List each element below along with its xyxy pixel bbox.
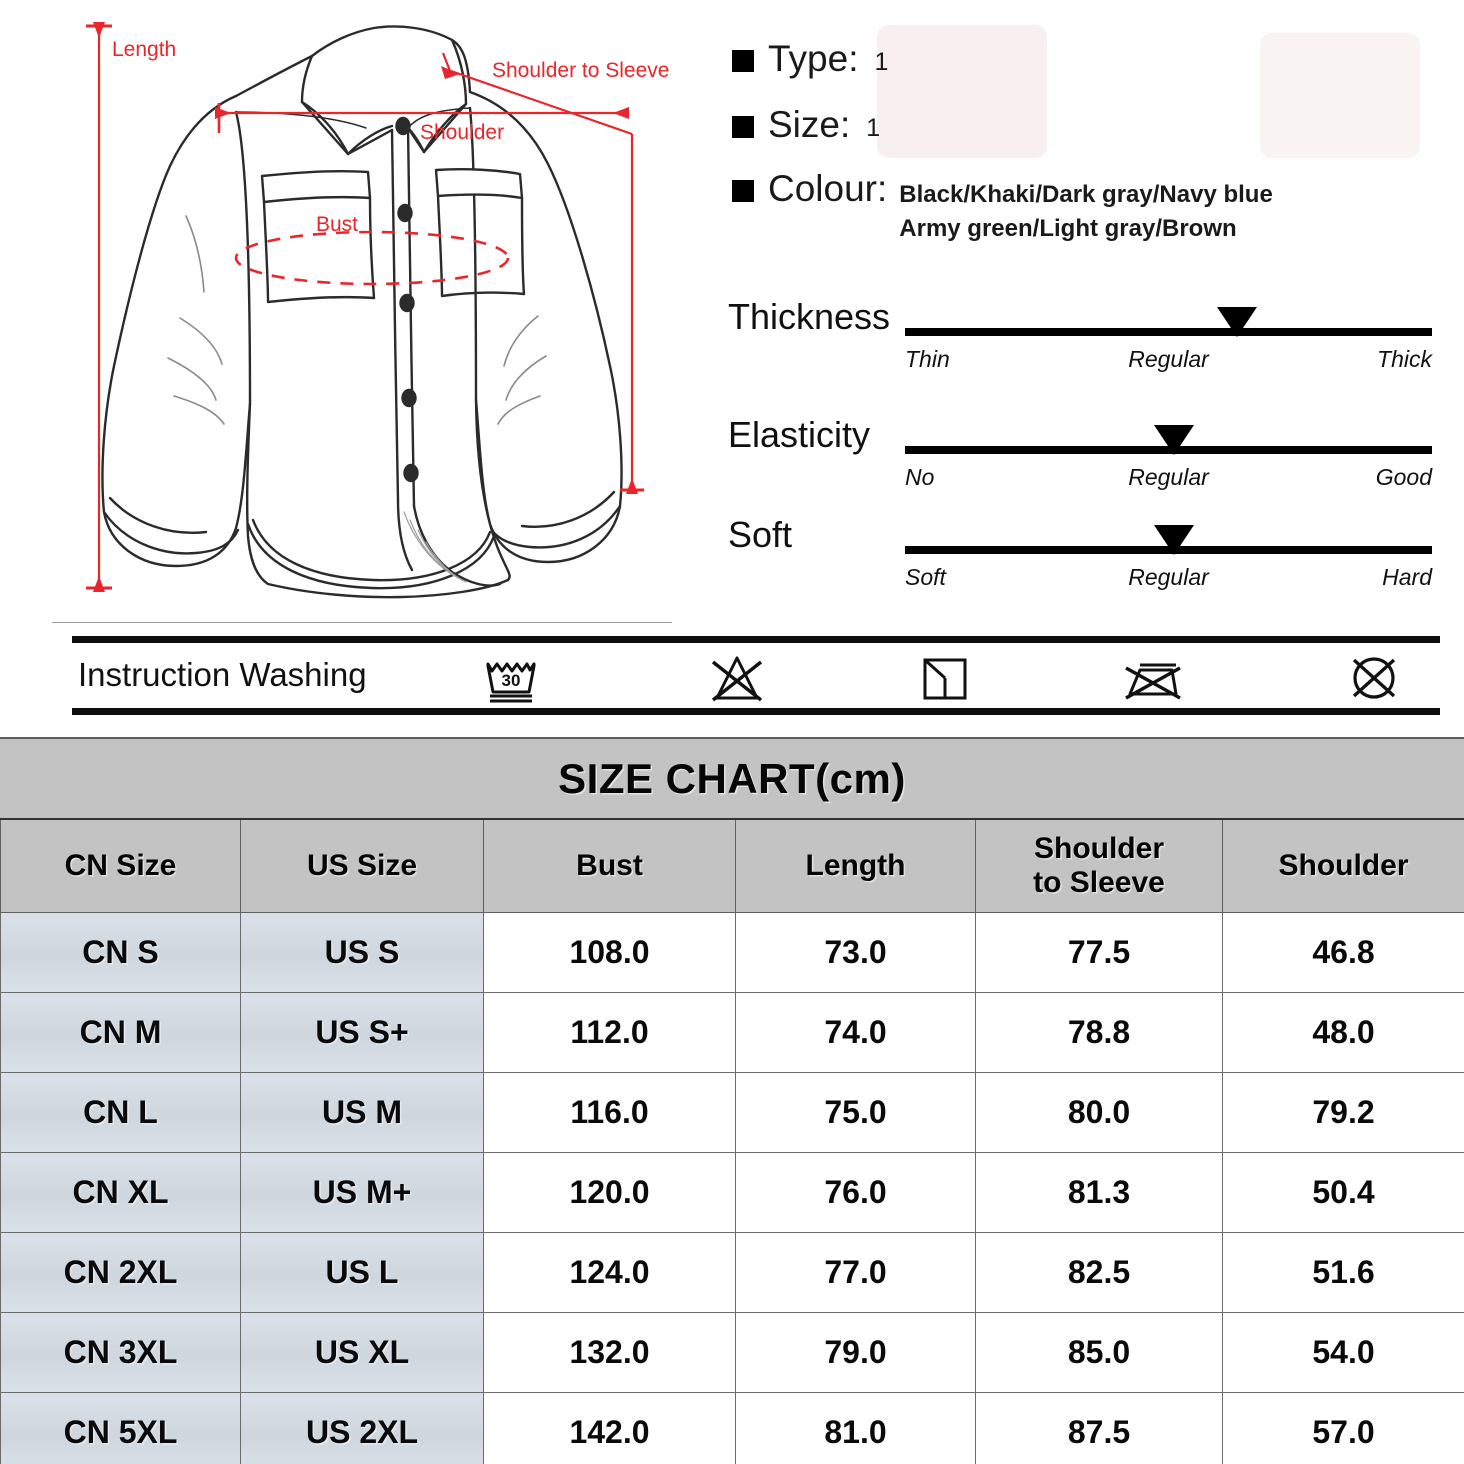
slider-thickness-max: Thick	[1377, 346, 1432, 372]
annotation-length: Length	[112, 38, 177, 61]
size-chart-title: SIZE CHART(cm)	[558, 754, 906, 802]
cell-shoulder-to-sleeve: 87.5	[976, 1392, 1223, 1464]
slider-soft-track[interactable]	[905, 522, 1432, 590]
cell-shoulder: 57.0	[1223, 1392, 1464, 1464]
cell-cn-size: CN L	[1, 1072, 241, 1152]
cell-shoulder-to-sleeve: 80.0	[976, 1072, 1223, 1152]
cell-shoulder: 51.6	[1223, 1232, 1464, 1312]
cell-shoulder-to-sleeve: 82.5	[976, 1232, 1223, 1312]
cell-length: 79.0	[736, 1312, 976, 1392]
header-line-1: Bust	[576, 848, 643, 882]
cell-length: 73.0	[736, 912, 976, 992]
cell-us-size: US XL	[241, 1312, 484, 1392]
spec-colour-label: Colour:	[768, 168, 888, 209]
header-line-1: CN Size	[64, 848, 177, 882]
cell-length: 76.0	[736, 1152, 976, 1232]
cell-bust: 108.0	[484, 912, 736, 992]
bullet-square-icon	[732, 116, 754, 138]
table-body	[1, 912, 1464, 1464]
header-line-1: Shoulder	[1278, 848, 1409, 882]
slider-soft-label: Soft	[728, 514, 793, 555]
cell-bust: 124.0	[484, 1232, 736, 1312]
cell-us-size: US M	[241, 1072, 484, 1152]
spec-value-highlight-box	[874, 25, 1047, 158]
cell-shoulder: 48.0	[1223, 992, 1464, 1072]
slider-elasticity-marker[interactable]	[1154, 425, 1194, 455]
spec-colour-values	[887, 168, 1273, 245]
cell-us-size: US L	[241, 1232, 484, 1312]
slider-soft-max: Hard	[1382, 564, 1432, 590]
header-line-2: to Sleeve	[1033, 865, 1165, 899]
slider-soft-mid: Regular	[1128, 564, 1209, 590]
shirt-illustration	[0, 0, 720, 620]
cell-length: 75.0	[736, 1072, 976, 1152]
cell-cn-size: CN 2XL	[1, 1232, 241, 1312]
column-header-bust	[484, 820, 736, 912]
spec-size-value: 1	[866, 114, 881, 142]
size-chart-section	[0, 737, 1464, 1464]
cell-shoulder-to-sleeve: 78.8	[976, 992, 1223, 1072]
svg-text:30: 30	[501, 671, 521, 690]
column-header-cn-size	[1, 820, 241, 912]
column-header-us-size	[241, 820, 484, 912]
header-line-1: Length	[805, 848, 906, 882]
annotation-shoulder-to-sleeve: Shoulder to Sleeve	[492, 59, 670, 82]
slider-elasticity-label: Elasticity	[728, 414, 871, 455]
table-row	[1, 992, 1464, 1072]
slider-thickness	[720, 282, 1464, 394]
cell-shoulder-to-sleeve: 81.3	[976, 1152, 1223, 1232]
cell-us-size: US M+	[241, 1152, 484, 1232]
slider-soft	[720, 500, 1464, 612]
bullet-square-icon	[732, 180, 754, 202]
spec-secondary-box	[1260, 33, 1420, 158]
slider-thickness-marker[interactable]	[1217, 307, 1257, 337]
cell-bust: 112.0	[484, 992, 736, 1072]
cell-length: 81.0	[736, 1392, 976, 1464]
cell-length: 77.0	[736, 1232, 976, 1312]
do-not-dry-clean-icon	[1330, 652, 1418, 704]
cell-cn-size: CN XL	[1, 1152, 241, 1232]
spec-row-size	[732, 104, 880, 146]
table-row	[1, 1392, 1464, 1464]
cell-cn-size: CN S	[1, 912, 241, 992]
spec-type-value: 1	[874, 48, 889, 76]
table-header-row	[1, 820, 1464, 912]
slider-elasticity-track[interactable]	[905, 422, 1432, 490]
wash-30-gentle-icon	[472, 652, 560, 704]
cell-shoulder-to-sleeve: 85.0	[976, 1312, 1223, 1392]
annotation-shoulder: Shoulder	[420, 121, 505, 144]
table-row	[1, 1312, 1464, 1392]
slider-elasticity-min: No	[905, 464, 935, 490]
washing-bar-top-rule	[72, 636, 1440, 643]
header-line-1: Shoulder	[1033, 832, 1164, 866]
slider-soft-min: Soft	[905, 564, 946, 590]
slider-thickness-label: Thickness	[728, 296, 891, 337]
cell-us-size: US S	[241, 912, 484, 992]
do-not-iron-icon	[1110, 652, 1198, 704]
spec-colour-line-2: Army green/Light gray/Brown	[899, 215, 1237, 243]
cell-bust: 120.0	[484, 1152, 736, 1232]
cell-shoulder: 54.0	[1223, 1312, 1464, 1392]
column-header-length	[736, 820, 976, 912]
spec-colour-line-1: Black/Khaki/Dark gray/Navy blue	[899, 181, 1273, 208]
column-header-shoulder	[1223, 820, 1464, 912]
drip-dry-in-shade-icon	[900, 652, 988, 704]
washing-instruction-title: Instruction Washing	[78, 656, 367, 693]
diagram-divider	[52, 622, 672, 623]
slider-elasticity-max: Good	[1375, 464, 1432, 490]
slider-elasticity-scale	[905, 464, 1432, 492]
cell-bust: 116.0	[484, 1072, 736, 1152]
size-chart-title-band	[0, 737, 1464, 820]
column-header-shoulder-to-sleeve	[976, 820, 1223, 912]
cell-shoulder: 79.2	[1223, 1072, 1464, 1152]
spec-size-label: Size:	[768, 104, 851, 145]
shirt-measurement-diagram	[0, 0, 720, 620]
slider-thickness-scale	[905, 346, 1432, 374]
do-not-bleach-icon	[693, 652, 781, 704]
cell-us-size: US S+	[241, 992, 484, 1072]
cell-cn-size: CN 3XL	[1, 1312, 241, 1392]
cell-shoulder-to-sleeve: 77.5	[976, 912, 1223, 992]
slider-thickness-track[interactable]	[905, 304, 1432, 372]
bullet-square-icon	[732, 50, 754, 72]
slider-soft-marker[interactable]	[1154, 525, 1194, 555]
slider-thickness-mid: Regular	[1128, 346, 1209, 372]
cell-cn-size: CN M	[1, 992, 241, 1072]
header-line-1: US Size	[306, 848, 418, 882]
annotation-bust: Bust	[316, 213, 359, 236]
table-row	[1, 1152, 1464, 1232]
cell-us-size: US 2XL	[241, 1392, 484, 1464]
table-row	[1, 912, 1464, 992]
slider-thickness-min: Thin	[905, 346, 950, 372]
cell-shoulder: 46.8	[1223, 912, 1464, 992]
table-row	[1, 1232, 1464, 1312]
spec-row-type	[732, 38, 888, 80]
washing-bar-bottom-rule	[72, 708, 1440, 715]
washing-instruction-bar	[0, 636, 1464, 732]
product-spec-panel	[720, 0, 1464, 620]
spec-type-label: Type:	[768, 38, 859, 79]
cell-bust: 132.0	[484, 1312, 736, 1392]
cell-bust: 142.0	[484, 1392, 736, 1464]
slider-track-line	[905, 328, 1432, 336]
slider-elasticity-mid: Regular	[1128, 464, 1209, 490]
cell-cn-size: CN 5XL	[1, 1392, 241, 1464]
cell-shoulder: 50.4	[1223, 1152, 1464, 1232]
spec-row-colour	[732, 168, 1273, 245]
cell-length: 74.0	[736, 992, 976, 1072]
slider-soft-scale	[905, 564, 1432, 592]
table-row	[1, 1072, 1464, 1152]
slider-elasticity	[720, 400, 1464, 512]
size-chart-table	[0, 820, 1464, 1464]
